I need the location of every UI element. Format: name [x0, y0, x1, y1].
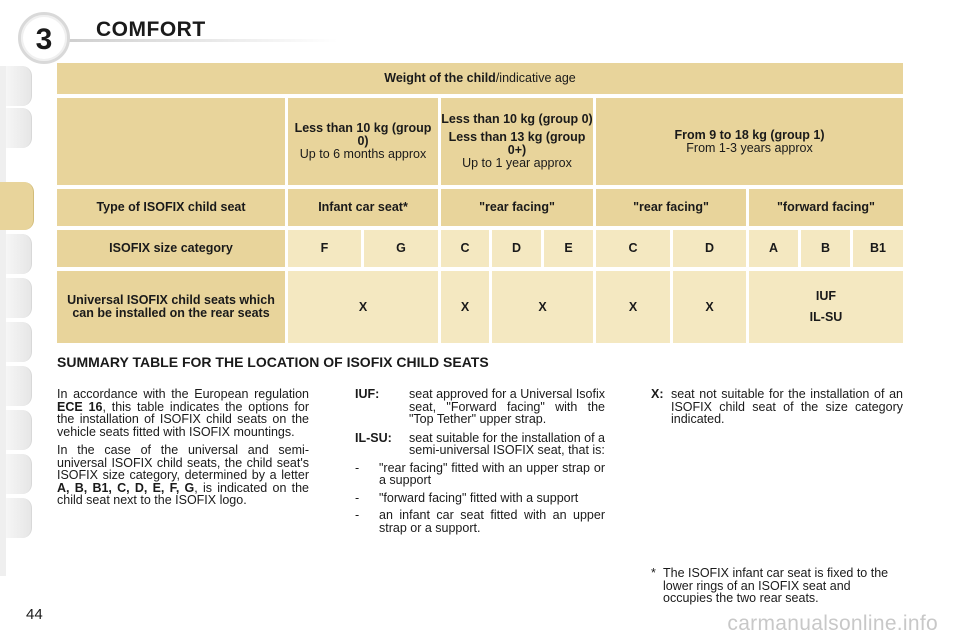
intro-column	[57, 388, 309, 507]
iuf-definition	[355, 388, 605, 426]
group-header-2	[596, 98, 903, 185]
definition-term: IUF:	[355, 387, 380, 401]
chapter-number: 3	[35, 23, 53, 56]
table-title-cell	[57, 63, 903, 94]
intro-text: , is indicated on the child seat next to the ISOFIX logo.	[57, 480, 309, 507]
chapter-tab[interactable]	[6, 108, 32, 148]
isofix-summary-table	[57, 63, 903, 343]
ilsu-label: IL-SU	[809, 310, 843, 324]
type-cell: "rear facing"	[441, 189, 593, 226]
list-item	[355, 462, 605, 487]
universal-cell: X	[492, 271, 593, 343]
size-cell: B	[801, 230, 850, 267]
page-title: COMFORT	[96, 18, 206, 41]
empty-corner-cell	[57, 98, 285, 185]
chapter-badge	[18, 12, 70, 64]
type-row-label: Type of ISOFIX child seat	[57, 189, 285, 226]
chapter-tab[interactable]	[6, 234, 32, 274]
list-item	[355, 509, 605, 534]
group-age: Up to 1 year approx	[462, 156, 572, 170]
size-cell: D	[673, 230, 746, 267]
x-definition-column	[651, 388, 903, 426]
size-cell: D	[492, 230, 541, 267]
definitions-column	[355, 388, 605, 534]
footnote	[651, 567, 903, 605]
regulation-name: ECE 16	[57, 399, 103, 414]
section-heading: SUMMARY TABLE FOR THE LOCATION OF ISOFIX CHILD SEATS	[57, 354, 489, 370]
table-title-rest: /indicative age	[495, 71, 576, 85]
chapter-tab[interactable]	[6, 410, 32, 450]
group-weight: Less than 10 kg (group 0)	[441, 112, 593, 126]
bullet-text: an infant car seat fitted with an upper strap or a support.	[379, 508, 605, 535]
chapter-tab[interactable]	[6, 278, 32, 318]
group-weight: Less than 13 kg (group 0+)	[448, 130, 586, 157]
size-cell: E	[544, 230, 593, 267]
group-age: Up to 6 months approx	[299, 147, 427, 161]
type-cell: Infant car seat*	[288, 189, 438, 226]
size-cell: F	[288, 230, 361, 267]
group-weight: From 9 to 18 kg (group 1)	[674, 127, 825, 142]
intro-paragraph-1	[57, 388, 309, 438]
type-cell: "forward facing"	[749, 189, 903, 226]
size-cell: G	[364, 230, 438, 267]
bullet-dash: -	[355, 508, 360, 522]
footnote-mark: *	[651, 566, 656, 580]
chapter-tab[interactable]	[6, 498, 32, 538]
chapter-tab[interactable]	[6, 454, 32, 494]
ilsu-definition	[355, 432, 605, 457]
chapter-tab[interactable]	[6, 66, 32, 106]
definition-text: seat not suitable for the installation of an ISOFIX child seat of the size category indicated.	[671, 387, 903, 426]
group-age: From 1-3 years approx	[686, 140, 813, 155]
bullet-text: "rear facing" fitted with an upper strap or a support	[379, 460, 605, 487]
footnote-text: The ISOFIX infant car seat is fixed to the lower rings of an ISOFIX seat and occupies the two rear seats.	[663, 566, 889, 605]
chapter-tab[interactable]	[6, 366, 32, 406]
definition-text: seat approved for a Universal Isofix seat, "Forward facing" with the "Top Tether" upper strap.	[409, 387, 605, 426]
universal-cell: X	[441, 271, 489, 343]
bullet-text: "forward facing" fitted with a support	[379, 490, 579, 505]
iuf-label: IUF	[815, 289, 837, 303]
intro-text: , this table indicates the options for the installation of ISOFIX child seats on the vehicle seats fitted with ISOFIX mountings.	[57, 399, 309, 439]
universal-cell-iuf	[749, 271, 903, 343]
universal-row-label: Universal ISOFIX child seats which can be installed on the rear seats	[57, 271, 285, 343]
definition-text: seat suitable for the installation of a semi-universal ISOFIX seat, that is:	[409, 430, 605, 457]
group-weight: Less than 10 kg (group 0)	[294, 121, 432, 148]
intro-text: In accordance with the European regulation	[57, 387, 309, 401]
list-item	[355, 492, 605, 505]
intro-text: In the case of the universal and semi-universal ISOFIX child seats, the child seat's ISOFIX size category, determined by a letter	[57, 443, 309, 482]
watermark: carmanualsonline.info	[727, 612, 938, 635]
size-row-label: ISOFIX size category	[57, 230, 285, 267]
size-cell: A	[749, 230, 798, 267]
universal-cell: X	[673, 271, 746, 343]
chapter-tab[interactable]	[6, 322, 32, 362]
page-number: 44	[26, 606, 43, 623]
definition-term: X:	[651, 387, 664, 401]
intro-paragraph-2	[57, 444, 309, 507]
chapter-tab-active[interactable]	[0, 182, 34, 230]
bullet-dash: -	[355, 490, 360, 505]
size-cell: B1	[853, 230, 903, 267]
group-header-1	[441, 98, 593, 185]
universal-cell: X	[596, 271, 670, 343]
size-letters: A, B, B1, C, D, E, F, G	[57, 480, 195, 495]
type-cell: "rear facing"	[596, 189, 746, 226]
definition-term: IL-SU:	[355, 430, 392, 445]
group-header-0	[288, 98, 438, 185]
x-definition	[651, 388, 903, 426]
bullet-dash: -	[355, 460, 360, 475]
universal-cell: X	[288, 271, 438, 343]
size-cell: C	[596, 230, 670, 267]
chapter-tabs	[0, 66, 34, 576]
size-cell: C	[441, 230, 489, 267]
table-title-bold: Weight of the child	[384, 71, 496, 85]
